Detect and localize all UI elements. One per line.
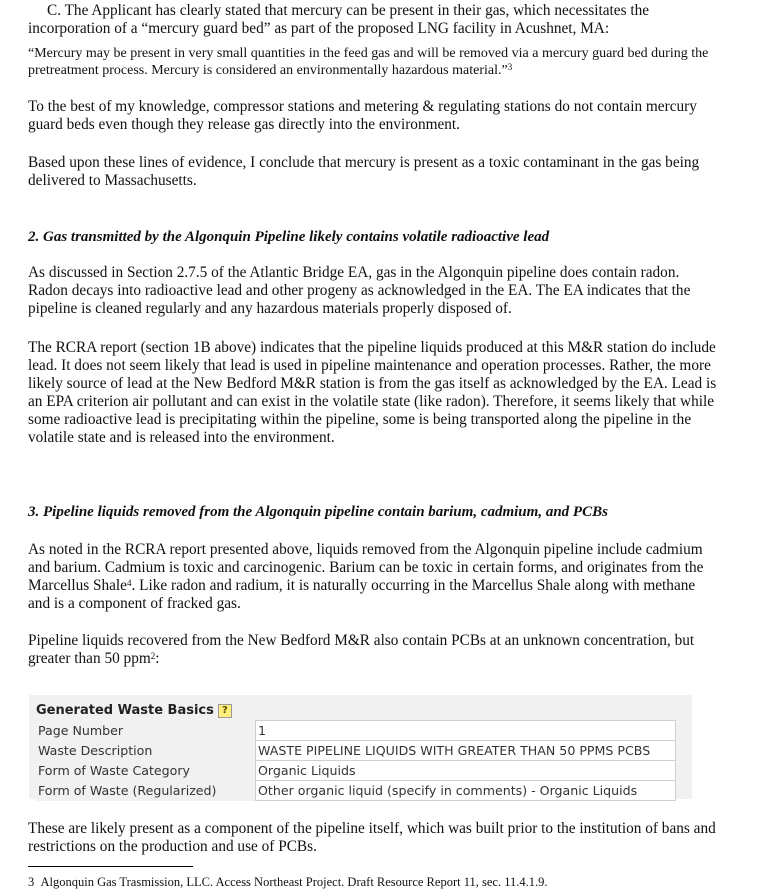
footnote-number: 3 — [28, 875, 35, 889]
footnote-divider — [28, 866, 193, 867]
field-label: Waste Description — [36, 741, 256, 761]
paragraph-text: . Like radon and radium, it is naturally occurring in the Marcellus Shale along with methane and is a component of fracked gas. — [28, 577, 696, 612]
section-heading-2: 2. Gas transmitted by the Algonquin Pipeline likely contains volatile radioactive lead — [28, 229, 550, 245]
quote-mercury-guard-bed — [28, 45, 718, 79]
footnote-ref-4: 4 — [126, 578, 132, 588]
table-row — [36, 761, 676, 781]
footnote-ref-3: 3 — [507, 62, 513, 72]
paragraph-barium-cadmium — [28, 541, 718, 613]
paragraph-pcb-origin: These are likely present as a component of the pipeline itself, which was built prior to the institution of bans and restrictions on the production and use of PCBs. — [28, 820, 716, 855]
generated-waste-basics-panel — [29, 695, 692, 799]
table-row — [36, 781, 676, 801]
field-label: Form of Waste Category — [36, 761, 256, 781]
help-icon[interactable]: ? — [218, 704, 232, 718]
paragraph-pcbs — [28, 632, 718, 668]
waste-table — [36, 720, 676, 801]
paragraph-text: Pipeline liquids recovered from the New Bedford M&R also contain PCBs at an unknown concentration, but greater than 50 ppm — [28, 632, 695, 667]
table-row — [36, 721, 676, 741]
paragraph-radon: As discussed in Section 2.7.5 of the Atlantic Bridge EA, gas in the Algonquin pipeline does contain radon. Radon decays into radioactive lead and other progeny as acknowledged in the EA. The EA indicates that the pipeline is cleaned regularly and any hazardous materials properly disposed of. — [28, 264, 691, 317]
paragraph-mercury-applicant: C. The Applicant has clearly stated that mercury can be present in their gas, which necessitates the incorporation of a “mercury guard bed” as part of the proposed LNG facility in Acushnet, MA: — [28, 2, 650, 37]
table-row — [36, 741, 676, 761]
paragraph-conclusion: Based upon these lines of evidence, I conclude that mercury is present as a toxic contaminant in the gas being delivered to Massachusetts. — [28, 154, 700, 189]
panel-title-text: Generated Waste Basics — [36, 703, 214, 718]
field-value: 1 — [256, 721, 676, 741]
section-heading-3: 3. Pipeline liquids removed from the Algonquin pipeline contain barium, cadmium, and PCBs — [28, 504, 608, 520]
field-value: Other organic liquid (specify in comments) - Organic Liquids — [256, 781, 676, 801]
field-label: Form of Waste (Regularized) — [36, 781, 256, 801]
paragraph-text: : — [155, 650, 160, 667]
paragraph-lead: The RCRA report (section 1B above) indicates that the pipeline liquids produced at this M&R station do include lead. It does not seem likely that lead is used in pipeline maintenance and operation processes. Rather, the more likely source of lead at the New Bedford M&R station is from the gas itself as acknowledged by the EA. Lead is an EPA criterion air pollutant and can exist in the volatile state (like radon). Therefore, it seems likely that while some radioactive lead is precipitating within the pipeline, some is being transported along the pipeline in the volatile state and is released into the environment. — [28, 339, 717, 446]
paragraph-knowledge: To the best of my knowledge, compressor stations and metering & regulating stations do not contain mercury guard beds even though they release gas directly into the environment. — [28, 98, 697, 133]
field-label: Page Number — [36, 721, 256, 741]
field-value: WASTE PIPELINE LIQUIDS WITH GREATER THAN 50 PPMS PCBS — [256, 741, 676, 761]
quote-text: “Mercury may be present in very small quantities in the feed gas and will be removed via a mercury guard bed during the pretreatment process. Mercury is considered an environmentally hazardous material.” — [28, 46, 709, 78]
footnote-ref-2: 2 — [150, 651, 156, 661]
footnote-3 — [28, 875, 548, 889]
field-value: Organic Liquids — [256, 761, 676, 781]
paragraph-text: As noted in the RCRA report presented above, liquids removed from the Algonquin pipeline include cadmium and barium. Cadmium is toxic and carcinogenic. Barium can be toxic in certain forms, and originates from the Marcellus Shale — [28, 541, 704, 594]
panel-title — [36, 703, 232, 718]
footnote-text: Algonquin Gas Trasmission, LLC. Access Northeast Project. Draft Resource Report 11, sec. 11.4.1.9. — [40, 875, 548, 889]
